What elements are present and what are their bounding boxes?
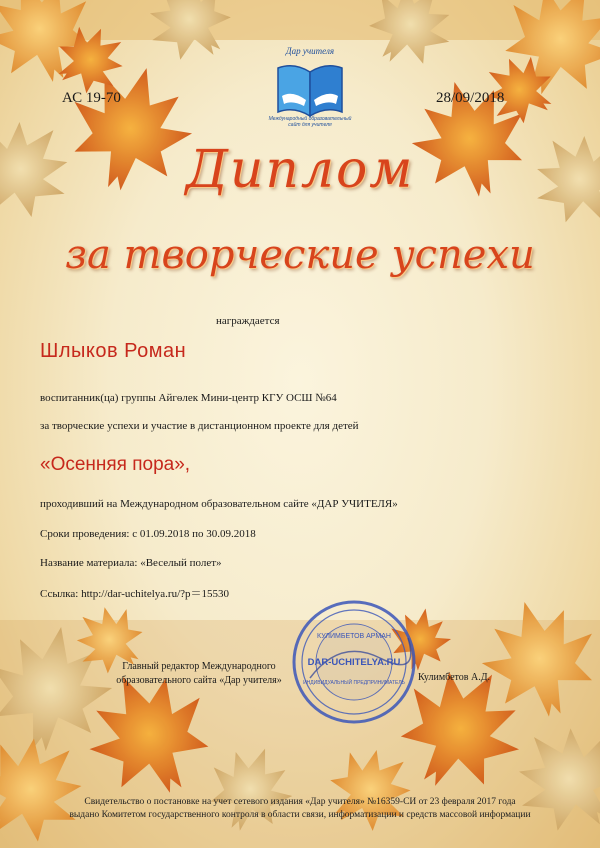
stamp-name: КУЛИМБЕТОВ АРМАН: [317, 633, 391, 640]
round-seal-icon: [290, 598, 418, 726]
project-title: «Осенняя пора»,: [40, 454, 191, 475]
document-date: 28/09/2018: [436, 90, 505, 106]
stamp-role: ИНДИВИДУАЛЬНЫЙ ПРЕДПРИНИМАТЕЛЬ: [303, 680, 405, 686]
diploma-subtitle: за творческие успехи: [65, 232, 535, 278]
group-line: воспитанник(ца) группы Айгөлек Мини-центр КГУ ОСШ №64: [40, 392, 337, 404]
signature-left-line2: образовательного сайта «Дар учителя»: [116, 675, 282, 686]
logo-caption: Международный образовательный сайт для учителя: [268, 116, 352, 128]
dates-line: Сроки проведения: с 01.09.2018 по 30.09.2018: [40, 528, 256, 540]
signature-left-block: [104, 660, 294, 688]
site-line: проходивший на Международном образовательном сайте «ДАР УЧИТЕЛЯ»: [40, 498, 398, 510]
material-line: Название материала: «Веселый полет»: [40, 557, 222, 569]
footer-line1: Свидетельство о постановке на учет сетевого издания «Дар учителя» №16359-СИ от 23 февраля 2017 года: [84, 797, 516, 807]
awarded-label: награждается: [216, 315, 280, 327]
signature-right-name: Кулимбетов А.Д.: [418, 672, 491, 683]
recipient-name: Шлыков Роман: [40, 340, 187, 362]
diploma-title: Диплом: [185, 140, 415, 200]
reason-line: за творческие успехи и участие в дистанционном проекте для детей: [40, 420, 359, 432]
link-line: Ссылка: http://dar-uchitelya.ru/?p＝15530: [40, 588, 230, 600]
footer-line2: выдано Комитетом государственного контроля в области связи, информатизации и средств массовой информации: [69, 810, 531, 820]
document-code: АС 19-70: [62, 90, 121, 106]
stamp-center: DAR-UCHITELYA.RU: [307, 657, 401, 668]
footer-note: [0, 796, 600, 822]
logo-title: Дар учителя: [285, 46, 335, 56]
signature-left-line1: Главный редактор Международного: [122, 661, 276, 672]
